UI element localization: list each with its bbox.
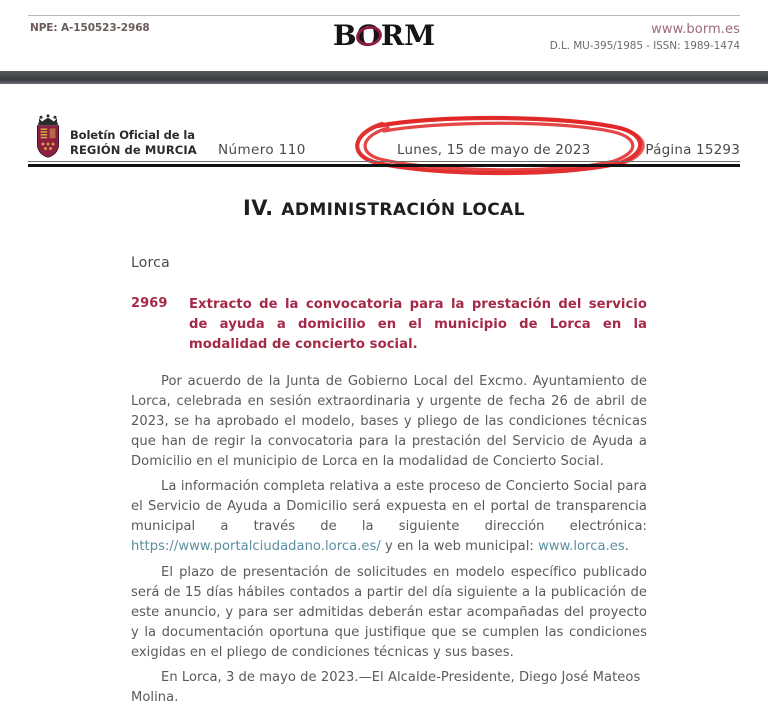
entry-title[interactable]: Extracto de la convocatoria para la prestación del servicio de ayuda a domicilio en el municipio de Lorca en la modalidad de concierto social. xyxy=(189,297,647,352)
issue-number: Número 110 xyxy=(218,142,306,158)
borm-logo-rm: RM xyxy=(380,19,436,52)
transparency-portal-link[interactable]: https://www.portalciudadano.lorca.es/ xyxy=(131,539,381,555)
legal-deposit-issn: D.L. MU-395/1985 - ISSN: 1989-1474 xyxy=(549,40,740,52)
publication-date: Lunes, 15 de mayo de 2023 xyxy=(397,142,591,158)
paragraph-4-signature: En Lorca, 3 de mayo de 2023.—El Alcalde-Presidente, Diego José Mateos Molina. xyxy=(131,670,641,706)
masthead-title-line2: REGIÓN de MURCIA xyxy=(70,142,197,157)
borm-logo-o: O xyxy=(356,19,381,52)
masthead-title-line1: Boletín Oficial de la xyxy=(70,128,195,142)
masthead-title xyxy=(70,128,197,157)
website-url[interactable]: www.borm.es xyxy=(651,22,740,37)
masthead-rule-thin xyxy=(28,161,740,162)
paragraph-2-text-after: . xyxy=(624,539,629,555)
section-roman-numeral: IV. xyxy=(243,196,274,220)
section-heading-text: ADMINISTRACIÓN LOCAL xyxy=(281,200,525,220)
masthead-rule-thick xyxy=(28,164,740,167)
borm-logo-b: B xyxy=(332,19,357,52)
municipal-web-link[interactable]: www.lorca.es xyxy=(538,539,625,555)
top-divider xyxy=(28,15,740,16)
paragraph-3: El plazo de presentación de solicitudes en modelo específico publicado será de 15 días hábiles contados a partir del día siguiente a la publicación de este anuncio, y para ser admitidas deberán estar acompañadas del proyecto y la documentación oportuna que justifique que se cumplen las condiciones exigidas en el pliego de condiciones técnicas y sus bases. xyxy=(131,565,647,660)
paragraph-2-text-before: La información completa relativa a este proceso de Concierto Social para el Servicio de Ayuda a Domicilio será expuesta en el portal de transparencia municipal a través de la siguiente dirección electrónica: xyxy=(131,479,647,535)
npe-code: NPE: A-150523-2968 xyxy=(30,22,150,34)
municipality-label: Lorca xyxy=(131,255,170,271)
page-number: Página 15293 xyxy=(645,142,740,158)
paragraph-2-text-middle: y en la web municipal: xyxy=(380,539,539,555)
entry-number: 2969 xyxy=(131,296,168,311)
borm-logo-o-wrap xyxy=(356,19,381,52)
entry-body xyxy=(131,372,647,714)
paragraph-2 xyxy=(131,477,647,557)
region-de-murcia-coat-of-arms-icon xyxy=(33,114,63,158)
header-dark-band xyxy=(0,71,768,84)
paragraph-1: Por acuerdo de la Junta de Gobierno Local del Excmo. Ayuntamiento de Lorca, celebrada en sesión extraordinaria y urgente de fecha 26 de abril de 2023, se ha aprobado el modelo, bases y pliego de las condiciones técnicas que han de regir la convocatoria para la prestación del Servicio de Ayuda a Domicilio en el municipio de Lorca en la modalidad de Concierto Social. xyxy=(131,374,647,469)
page-title xyxy=(0,196,768,220)
